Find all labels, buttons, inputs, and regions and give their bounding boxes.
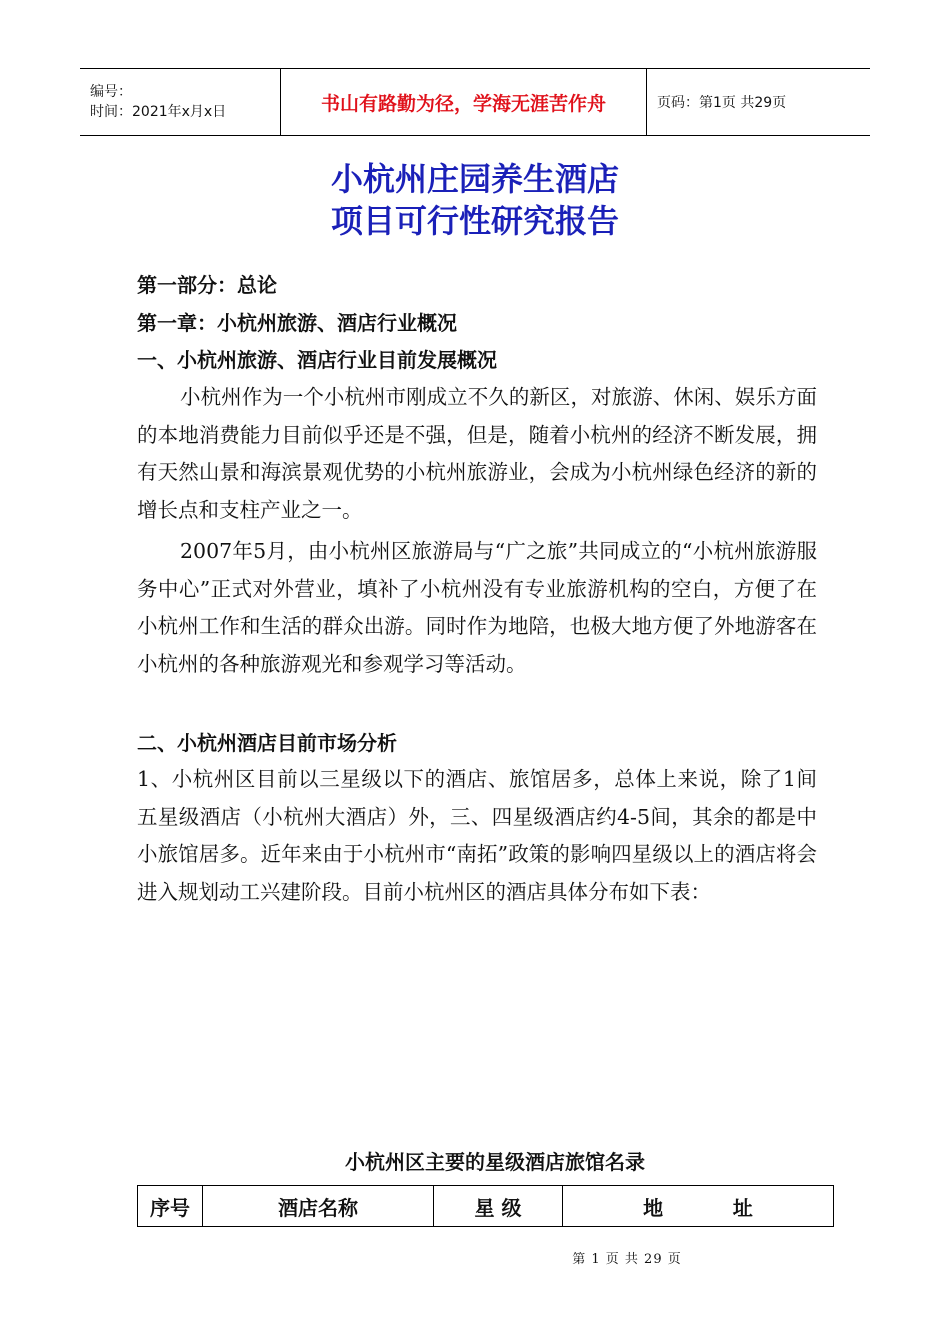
- document-title-line2: 项目可行性研究报告: [330, 202, 619, 240]
- section-heading-1: 一、小杭州旅游、酒店行业目前发展概况: [137, 348, 497, 372]
- paragraph-2: 2007年5月，由小杭州区旅游局与“广之旅”共同成立的“小杭州旅游服务中心”正式对外营业，填补了小杭州没有专业旅游机构的空白，方便了在小杭州工作和生活的群众出游。同时作为地陪，也极大地方便了外地游客在小杭州的各种旅游观光和参观学习等活动。: [137, 539, 817, 676]
- header-motto: 书山有路勤为径，学海无涯苦作舟: [281, 69, 647, 136]
- hotel-table: [137, 1185, 834, 1227]
- document-number-label: 编号：: [90, 84, 132, 100]
- document-header: [80, 68, 870, 136]
- paragraph-1: 小杭州作为一个小杭州市刚成立不久的新区，对旅游、休闲、娱乐方面的本地消费能力目前似乎还是不强，但是，随着小杭州的经济不断发展，拥有天然山景和海滨景观优势的小杭州旅游业，会成为小杭州绿色经济的新的增长点和支柱产业之一。: [137, 385, 817, 522]
- hotel-table-caption: 小杭州区主要的星级酒店旅馆名录: [345, 1150, 645, 1174]
- column-header-address: 地 址: [563, 1186, 834, 1227]
- column-header-number: 序号: [138, 1186, 203, 1227]
- header-meta: [80, 69, 281, 136]
- column-header-hotel-name: 酒店名称: [203, 1186, 434, 1227]
- page-footer: 第 1 页 共 29 页: [572, 1252, 682, 1267]
- document-title-line1: 小杭州庄园养生酒店: [330, 160, 619, 198]
- hotel-table-header-row: [138, 1186, 834, 1227]
- paragraph-3: 1、小杭州区目前以三星级以下的酒店、旅馆居多，总体上来说，除了1间五星级酒店（小杭州大酒店）外，三、四星级酒店约4-5间，其余的都是中小旅馆居多。近年来由于小杭州市“南拓”政策的影响四星级以上的酒店将会进入规划动工兴建阶段。目前小杭州区的酒店具体分布如下表：: [137, 767, 817, 904]
- section-heading-2: 二、小杭州酒店目前市场分析: [137, 731, 397, 755]
- header-page-info: 页码：第1页 共29页: [647, 69, 871, 136]
- column-header-star-rating: 星 级: [434, 1186, 563, 1227]
- chapter-heading: 第一章：小杭州旅游、酒店行业概况: [137, 311, 457, 335]
- document-date-label: 时间：2021年x月x日: [90, 104, 227, 120]
- part-heading: 第一部分：总论: [137, 273, 277, 297]
